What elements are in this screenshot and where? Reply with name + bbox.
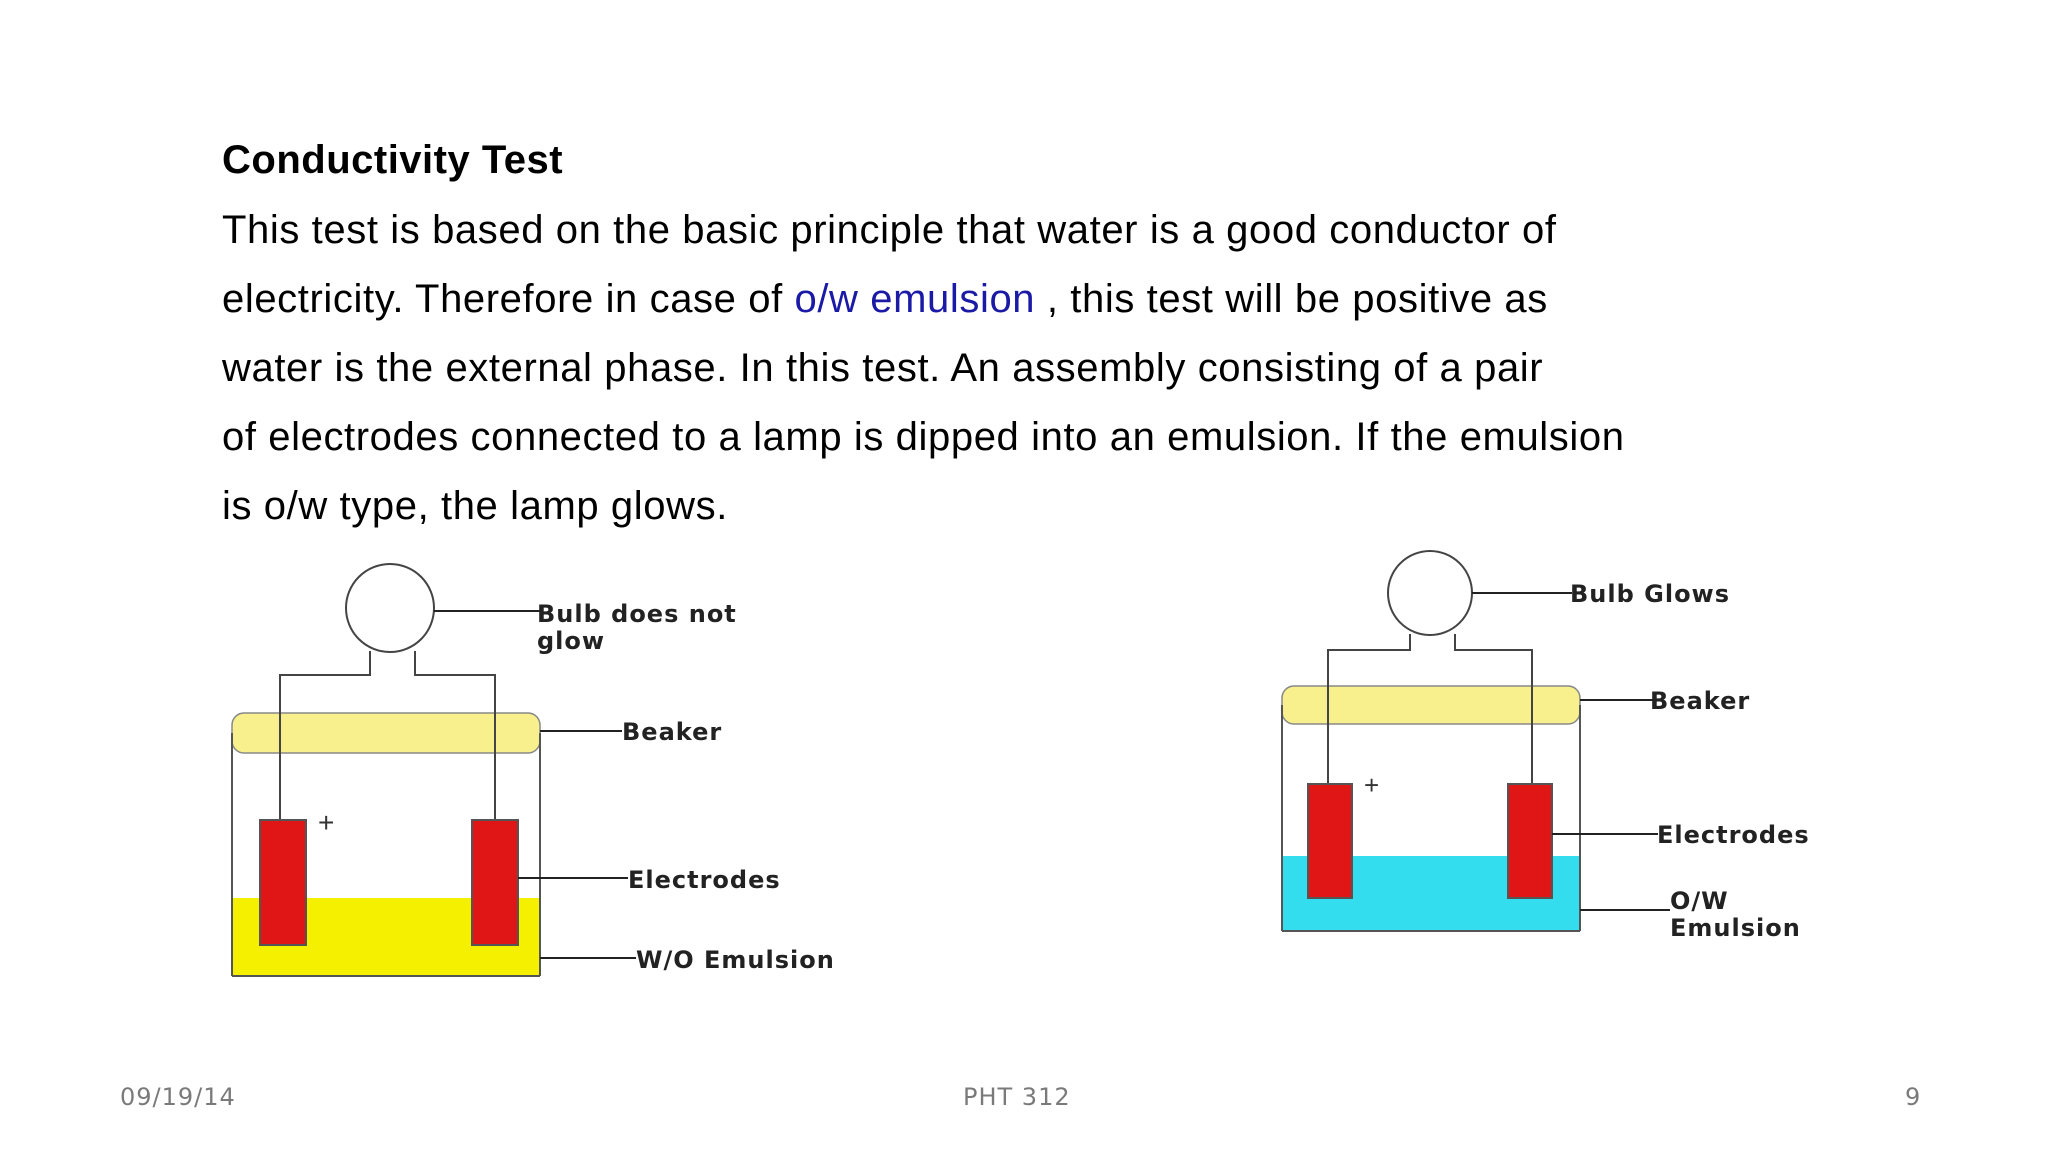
electrode-left — [1308, 784, 1352, 898]
bulb-label-line-2: glow — [537, 627, 606, 655]
beaker-band — [1282, 686, 1580, 724]
ow-label-line-1: O/W — [1670, 887, 1729, 915]
electrode-right — [1508, 784, 1552, 898]
paragraph-line-2-end: , this test will be positive as — [1035, 277, 1548, 321]
plus-sign: + — [318, 807, 335, 838]
paragraph-line-3: water is the external phase. In this test. An assembly consisting of a pair — [222, 346, 1544, 390]
wo-emulsion-label: W/O Emulsion — [636, 946, 835, 974]
body-paragraph — [222, 196, 2022, 541]
paragraph-line-2-start: electricity. Therefore in case of — [222, 277, 795, 321]
ow-emulsion-link[interactable]: o/w emulsion — [794, 277, 1036, 321]
bulb-on — [1388, 551, 1472, 635]
electrodes-label: Electrodes — [628, 866, 781, 894]
electrodes-label: Electrodes — [1657, 821, 1810, 849]
bulb-off — [346, 564, 434, 652]
slide-title: Conductivity Test — [222, 138, 564, 182]
plus-sign: + — [1364, 770, 1380, 800]
wo-emulsion-diagram — [190, 560, 950, 1000]
electrode-left — [260, 820, 306, 945]
ow-label-line-2: Emulsion — [1670, 914, 1801, 942]
paragraph-line-2 — [222, 265, 2022, 334]
electrode-right — [472, 820, 518, 945]
footer-course: PHT 312 — [963, 1083, 1071, 1111]
paragraph-line-1: This test is based on the basic principle that water is a good conductor of — [222, 208, 1557, 252]
beaker-label: Beaker — [1650, 687, 1751, 715]
ow-emulsion-diagram — [1250, 548, 1970, 968]
paragraph-line-5: is o/w type, the lamp glows. — [222, 484, 728, 528]
bulb-label-line-1: Bulb does not — [537, 600, 737, 628]
beaker-band — [232, 713, 540, 753]
footer-page-number: 9 — [1905, 1083, 1922, 1111]
footer-date: 09/19/14 — [120, 1083, 236, 1111]
paragraph-line-4: of electrodes connected to a lamp is dipped into an emulsion. If the emulsion — [222, 415, 1625, 459]
bulb-glows-label: Bulb Glows — [1570, 580, 1731, 608]
beaker-label: Beaker — [622, 718, 723, 746]
